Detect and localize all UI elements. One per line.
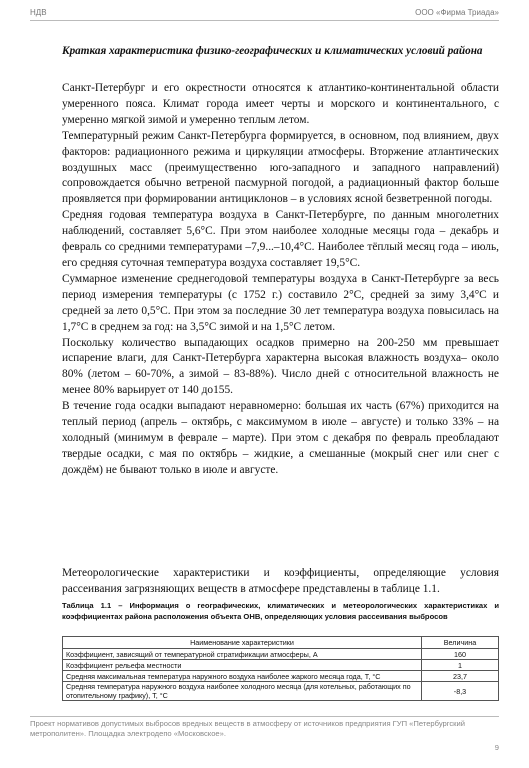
header-left: НДВ: [30, 8, 47, 17]
climate-table: [62, 636, 499, 701]
column-header: Наименование характеристики: [63, 637, 422, 649]
table-caption: Таблица 1.1 – Информация о географических, климатических и метеорологических характеристиках и коэффициентах района расположения объекта ОНВ, определяющих условия рассеивания выбросов: [62, 601, 499, 621]
header-right: ООО «Фирма Триада»: [415, 8, 499, 17]
body-text: [62, 81, 499, 479]
paragraph: Санкт-Петербург и его окрестности относятся к атлантико-континентальной области умеренного пояса. Климат города имеет черты и морского и континентального, с умеренно мягкой зимой и умеренно теплым летом.: [62, 82, 499, 126]
row-name: Средняя максимальная температура наружного воздуха наиболее жаркого месяца года, Т, °С: [63, 671, 422, 682]
row-value: 160: [422, 649, 499, 660]
meteo-intro: Метеорологические характеристики и коэффициенты, определяющие условия рассеивания загрязняющих веществ в атмосфере представлены в таблице 1.1.: [62, 567, 499, 595]
section-title: Краткая характеристика физико-географических и климатических условий района: [62, 45, 483, 57]
paragraph: В течение года осадки выпадают неравномерно: большая их часть (67%) приходится на теплый период (апрель – октябрь, с максимумом в июле – августе) и только 33% – на холодный (минимум в феврале – марте). При этом с декабря по февраль преобладают твердые осадки, с мая по октябрь – жидкие, а смешанные (мокрый снег или снег с дождём) не бывают только в июле и августе.: [62, 400, 499, 476]
row-value: 1: [422, 660, 499, 671]
table-row: [63, 660, 499, 671]
row-value: 23,7: [422, 671, 499, 682]
table-header-row: [63, 637, 499, 649]
row-value: -8,3: [422, 682, 499, 701]
table-row: [63, 649, 499, 660]
paragraph: Средняя годовая температура воздуха в Санкт-Петербурге, по данным многолетних наблюдений, составляет 5,6°С. При этом наиболее холодные месяцы года – декабрь и февраль со средними температурами –7,9...–10,4°С. Наиболее тёплый месяц года – июль, его средняя суточная температура воздуха составляет 19,5°С.: [62, 209, 499, 269]
row-name: Средняя температура наружного воздуха наиболее холодного месяца (для котельных, работающих по отопительному графику), Т, °С: [63, 682, 422, 701]
row-name: Коэффициент рельефа местности: [63, 660, 422, 671]
paragraph: Поскольку количество выпадающих осадков примерно на 200-250 мм превышает испарение влаги, для Санкт-Петербурга характерна высокая влажность воздуха– около 80% (летом – 60-70%, а зимой – 83-88%). Число дней с относительной влажность не менее 80% варьирует от 140 до155.: [62, 336, 499, 397]
table-row: [63, 682, 499, 701]
column-header: Величина: [422, 637, 499, 649]
row-name: Коэффициент, зависящий от температурной стратификации атмосферы, А: [63, 649, 422, 660]
paragraph: Суммарное изменение среднегодовой температуры воздуха в Санкт-Петербурге за весь период измерения температуры (с 1752 г.) составило 2°С, средней за зиму 3,4°С и средней за лето 0,5°С. При этом за последние 30 лет температура воздуха повысилась на 1,7°С в среднем за год: на 3,5°С зимой и на 1,5°С летом.: [62, 272, 499, 333]
page-footer: Проект нормативов допустимых выбросов вредных веществ в атмосферу от источников предприятия ГУП «Петербургский метрополитен». Площадка электродепо «Московское».: [30, 716, 499, 738]
table-row: [63, 671, 499, 682]
page-header: [30, 6, 499, 21]
paragraph: Температурный режим Санкт-Петербурга формируется, в основном, под влиянием, двух факторов: радиационного режима и циркуляции атмосферы. Вторжение атлантических воздушных масс (преимущественно юго-западного и западного направлений) сопровождается обычно ветреной пасмурной погодой, а радиационный фактор больше проявляется при формировании антициклонов – в условиях ясной безветренной погоды.: [62, 129, 499, 206]
page-number: 9: [494, 743, 499, 752]
